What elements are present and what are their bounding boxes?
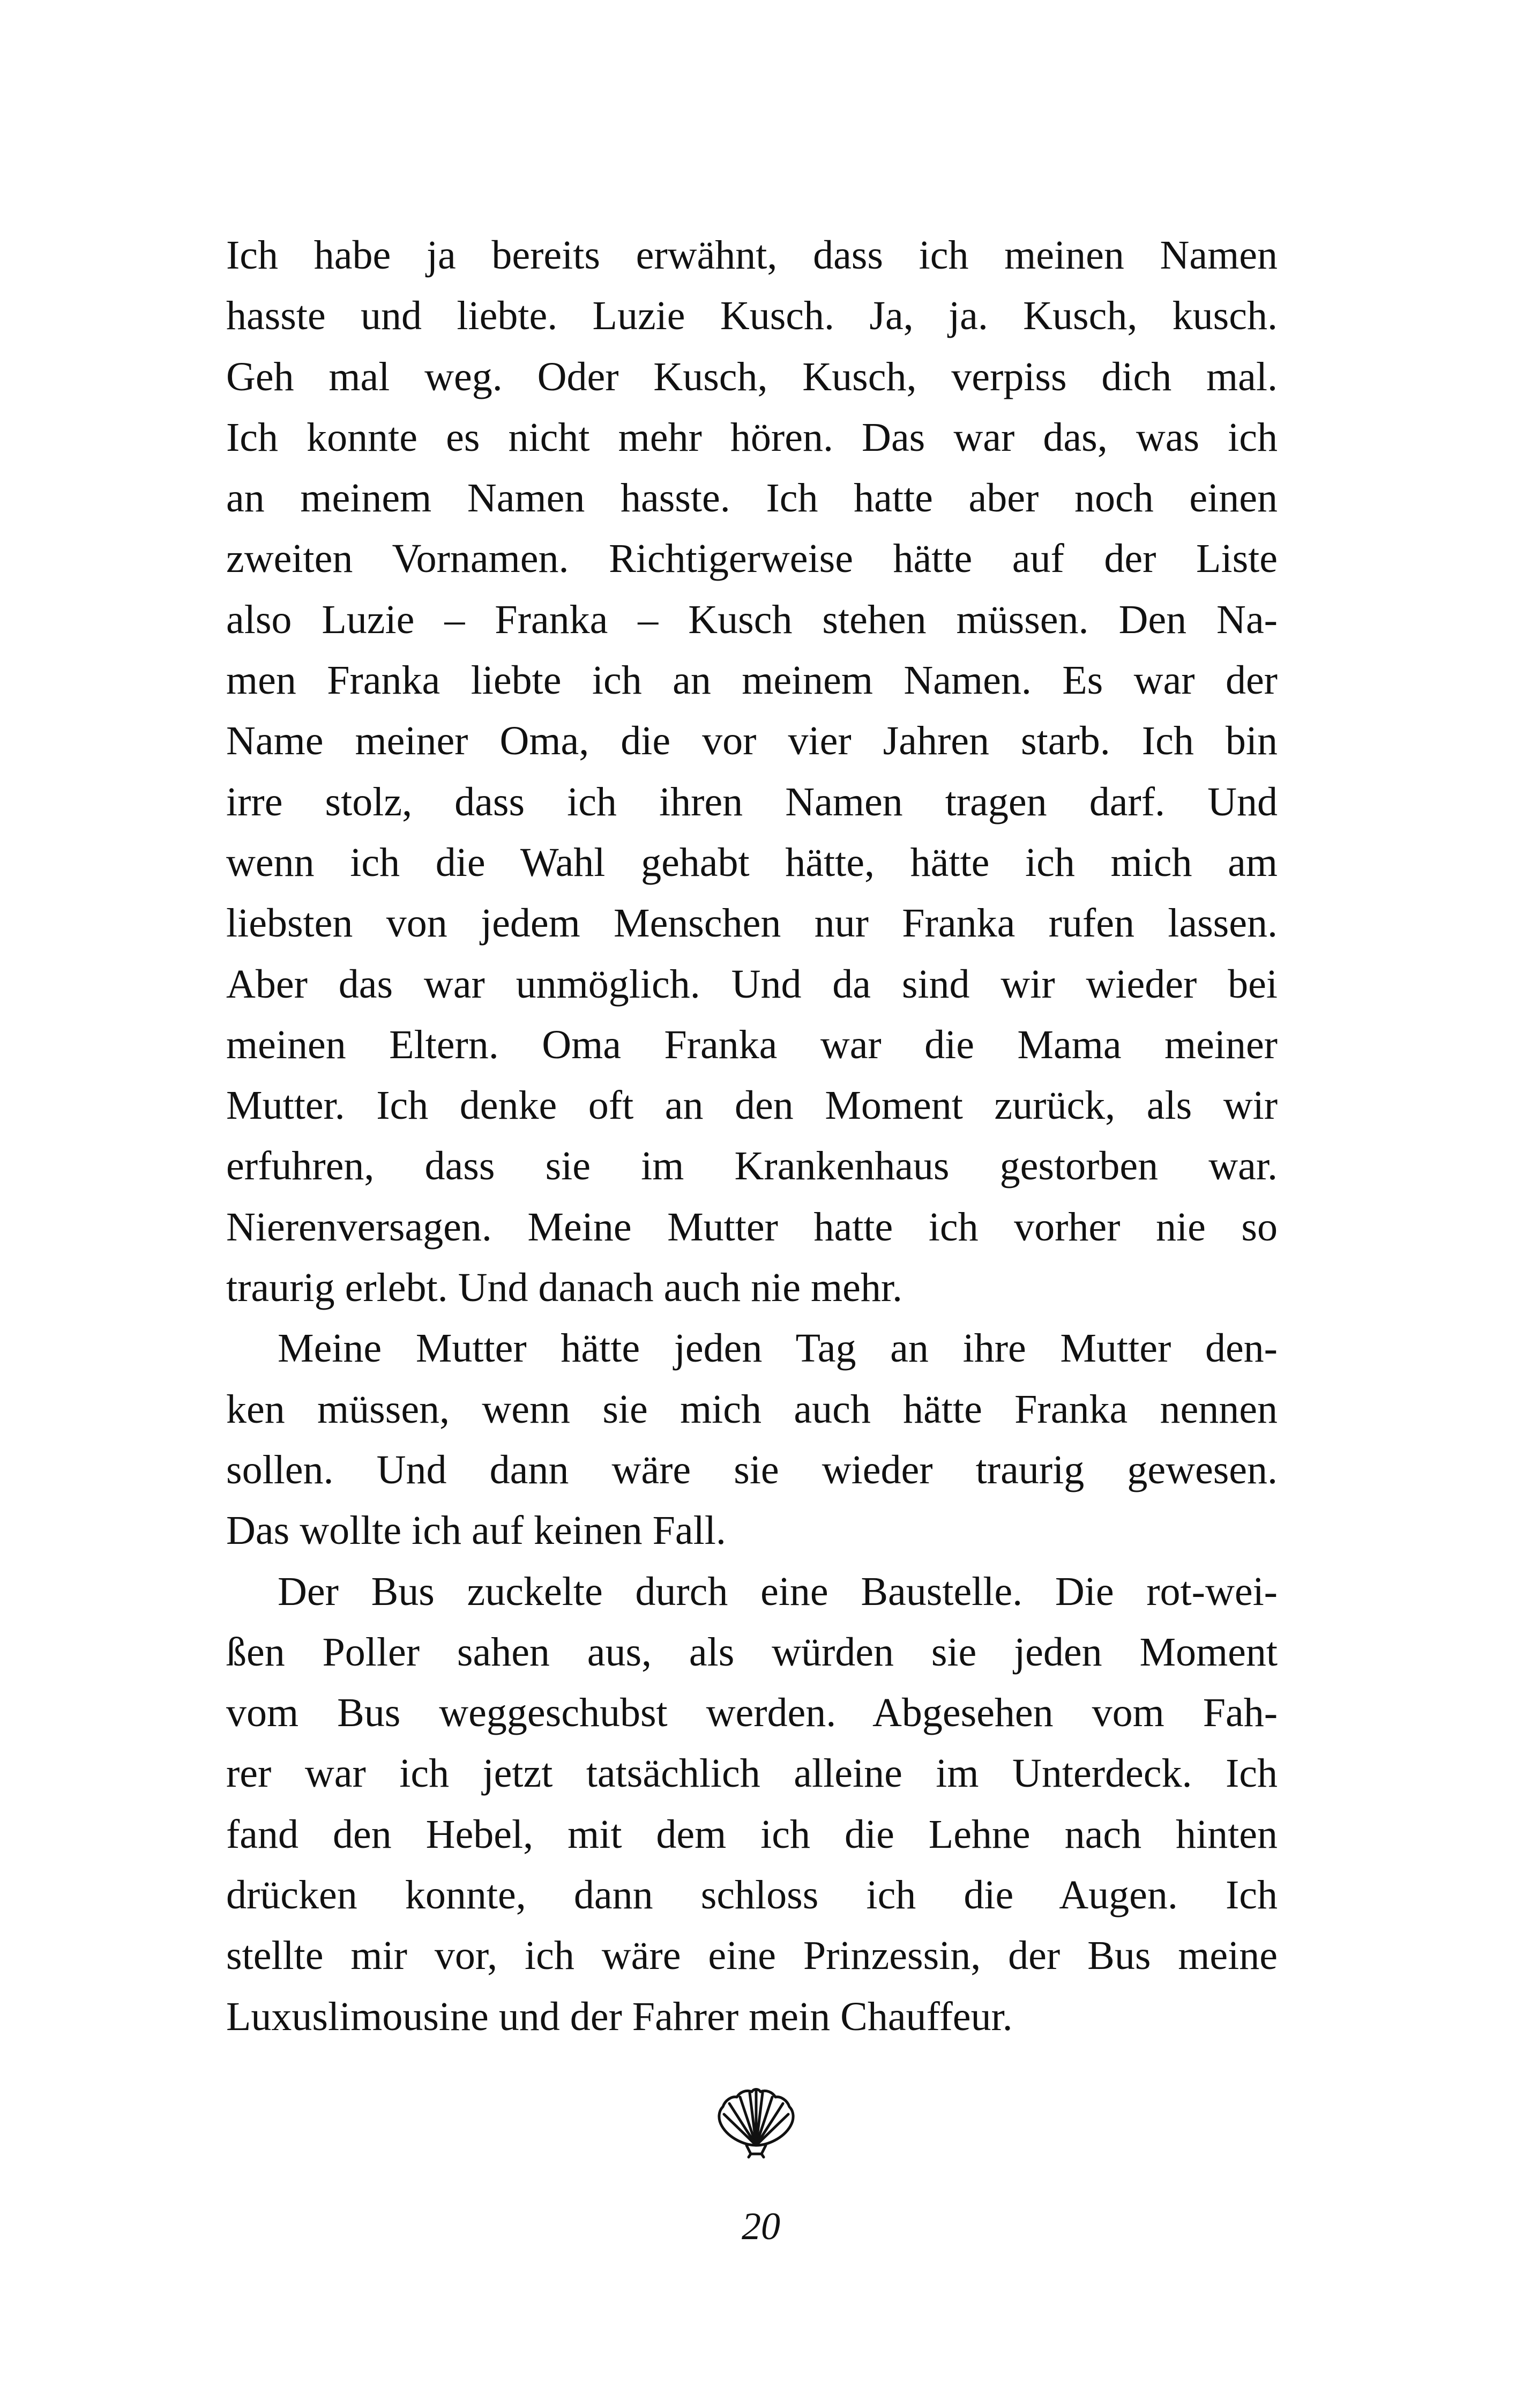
- text-line: erfuhren, dass sie im Krankenhaus gestorben war.: [226, 1143, 1278, 1189]
- text-line: drücken konnte, dann schloss ich die Augen. Ich: [226, 1872, 1278, 1918]
- text-line: Das wollte ich auf keinen Fall.: [226, 1508, 726, 1554]
- text-line: vom Bus weggeschubst werden. Abgesehen vom Fah-: [226, 1690, 1278, 1736]
- shell-icon: [713, 2085, 799, 2160]
- text-line: men Franka liebte ich an meinem Namen. Es war der: [226, 658, 1278, 703]
- page-number: 20: [742, 2205, 780, 2248]
- text-line: Meine Mutter hätte jeden Tag an ihre Mutter den-: [278, 1326, 1278, 1371]
- text-line: meinen Eltern. Oma Franka war die Mama meiner: [226, 1022, 1278, 1067]
- text-line: ßen Poller sahen aus, als würden sie jeden Moment: [226, 1629, 1278, 1675]
- paragraph-2: [226, 1318, 1278, 1561]
- paragraph-3: [226, 1562, 1278, 2047]
- text-line: traurig erlebt. Und danach auch nie mehr.: [226, 1265, 902, 1311]
- text-line: rer war ich jetzt tatsächlich alleine im Unterdeck. Ich: [226, 1751, 1278, 1796]
- text-line: Ich konnte es nicht mehr hören. Das war das, was ich: [226, 414, 1278, 460]
- text-line: ken müssen, wenn sie mich auch hätte Franka nennen: [226, 1386, 1278, 1432]
- text-line: wenn ich die Wahl gehabt hätte, hätte ich mich am: [226, 839, 1278, 885]
- text-line: zweiten Vornamen. Richtigerweise hätte auf der Liste: [226, 536, 1278, 582]
- text-line: Mutter. Ich denke oft an den Moment zurück, als wir: [226, 1083, 1278, 1128]
- text-line: Nierenversagen. Meine Mutter hatte ich vorher nie so: [226, 1204, 1278, 1250]
- text-line: irre stolz, dass ich ihren Namen tragen darf. Und: [226, 779, 1278, 824]
- text-line: hasste und liebte. Luzie Kusch. Ja, ja. Kusch, kusch.: [226, 293, 1278, 339]
- text-line: an meinem Namen hasste. Ich hatte aber noch einen: [226, 475, 1278, 521]
- text-line: stellte mir vor, ich wäre eine Prinzessin, der Bus meine: [226, 1933, 1278, 1979]
- text-line: fand den Hebel, mit dem ich die Lehne nach hinten: [226, 1811, 1278, 1857]
- text-line: Geh mal weg. Oder Kusch, Kusch, verpiss dich mal.: [226, 354, 1278, 399]
- text-line: Luxuslimousine und der Fahrer mein Chauffeur.: [226, 1994, 1013, 2039]
- text-line: Name meiner Oma, die vor vier Jahren starb. Ich bin: [226, 718, 1278, 764]
- text-line: Der Bus zuckelte durch eine Baustelle. Die rot-wei-: [278, 1569, 1278, 1614]
- text-line: Ich habe ja bereits erwähnt, dass ich meinen Namen: [226, 233, 1278, 278]
- text-line: liebsten von jedem Menschen nur Franka rufen lassen.: [226, 901, 1278, 946]
- text-line: also Luzie – Franka – Kusch stehen müssen. Den Na-: [226, 597, 1278, 642]
- body-text: [226, 225, 1278, 2047]
- text-line: Aber das war unmöglich. Und da sind wir wieder bei: [226, 961, 1278, 1007]
- text-line: sollen. Und dann wäre sie wieder traurig gewesen.: [226, 1447, 1278, 1492]
- paragraph-1: [226, 225, 1278, 1318]
